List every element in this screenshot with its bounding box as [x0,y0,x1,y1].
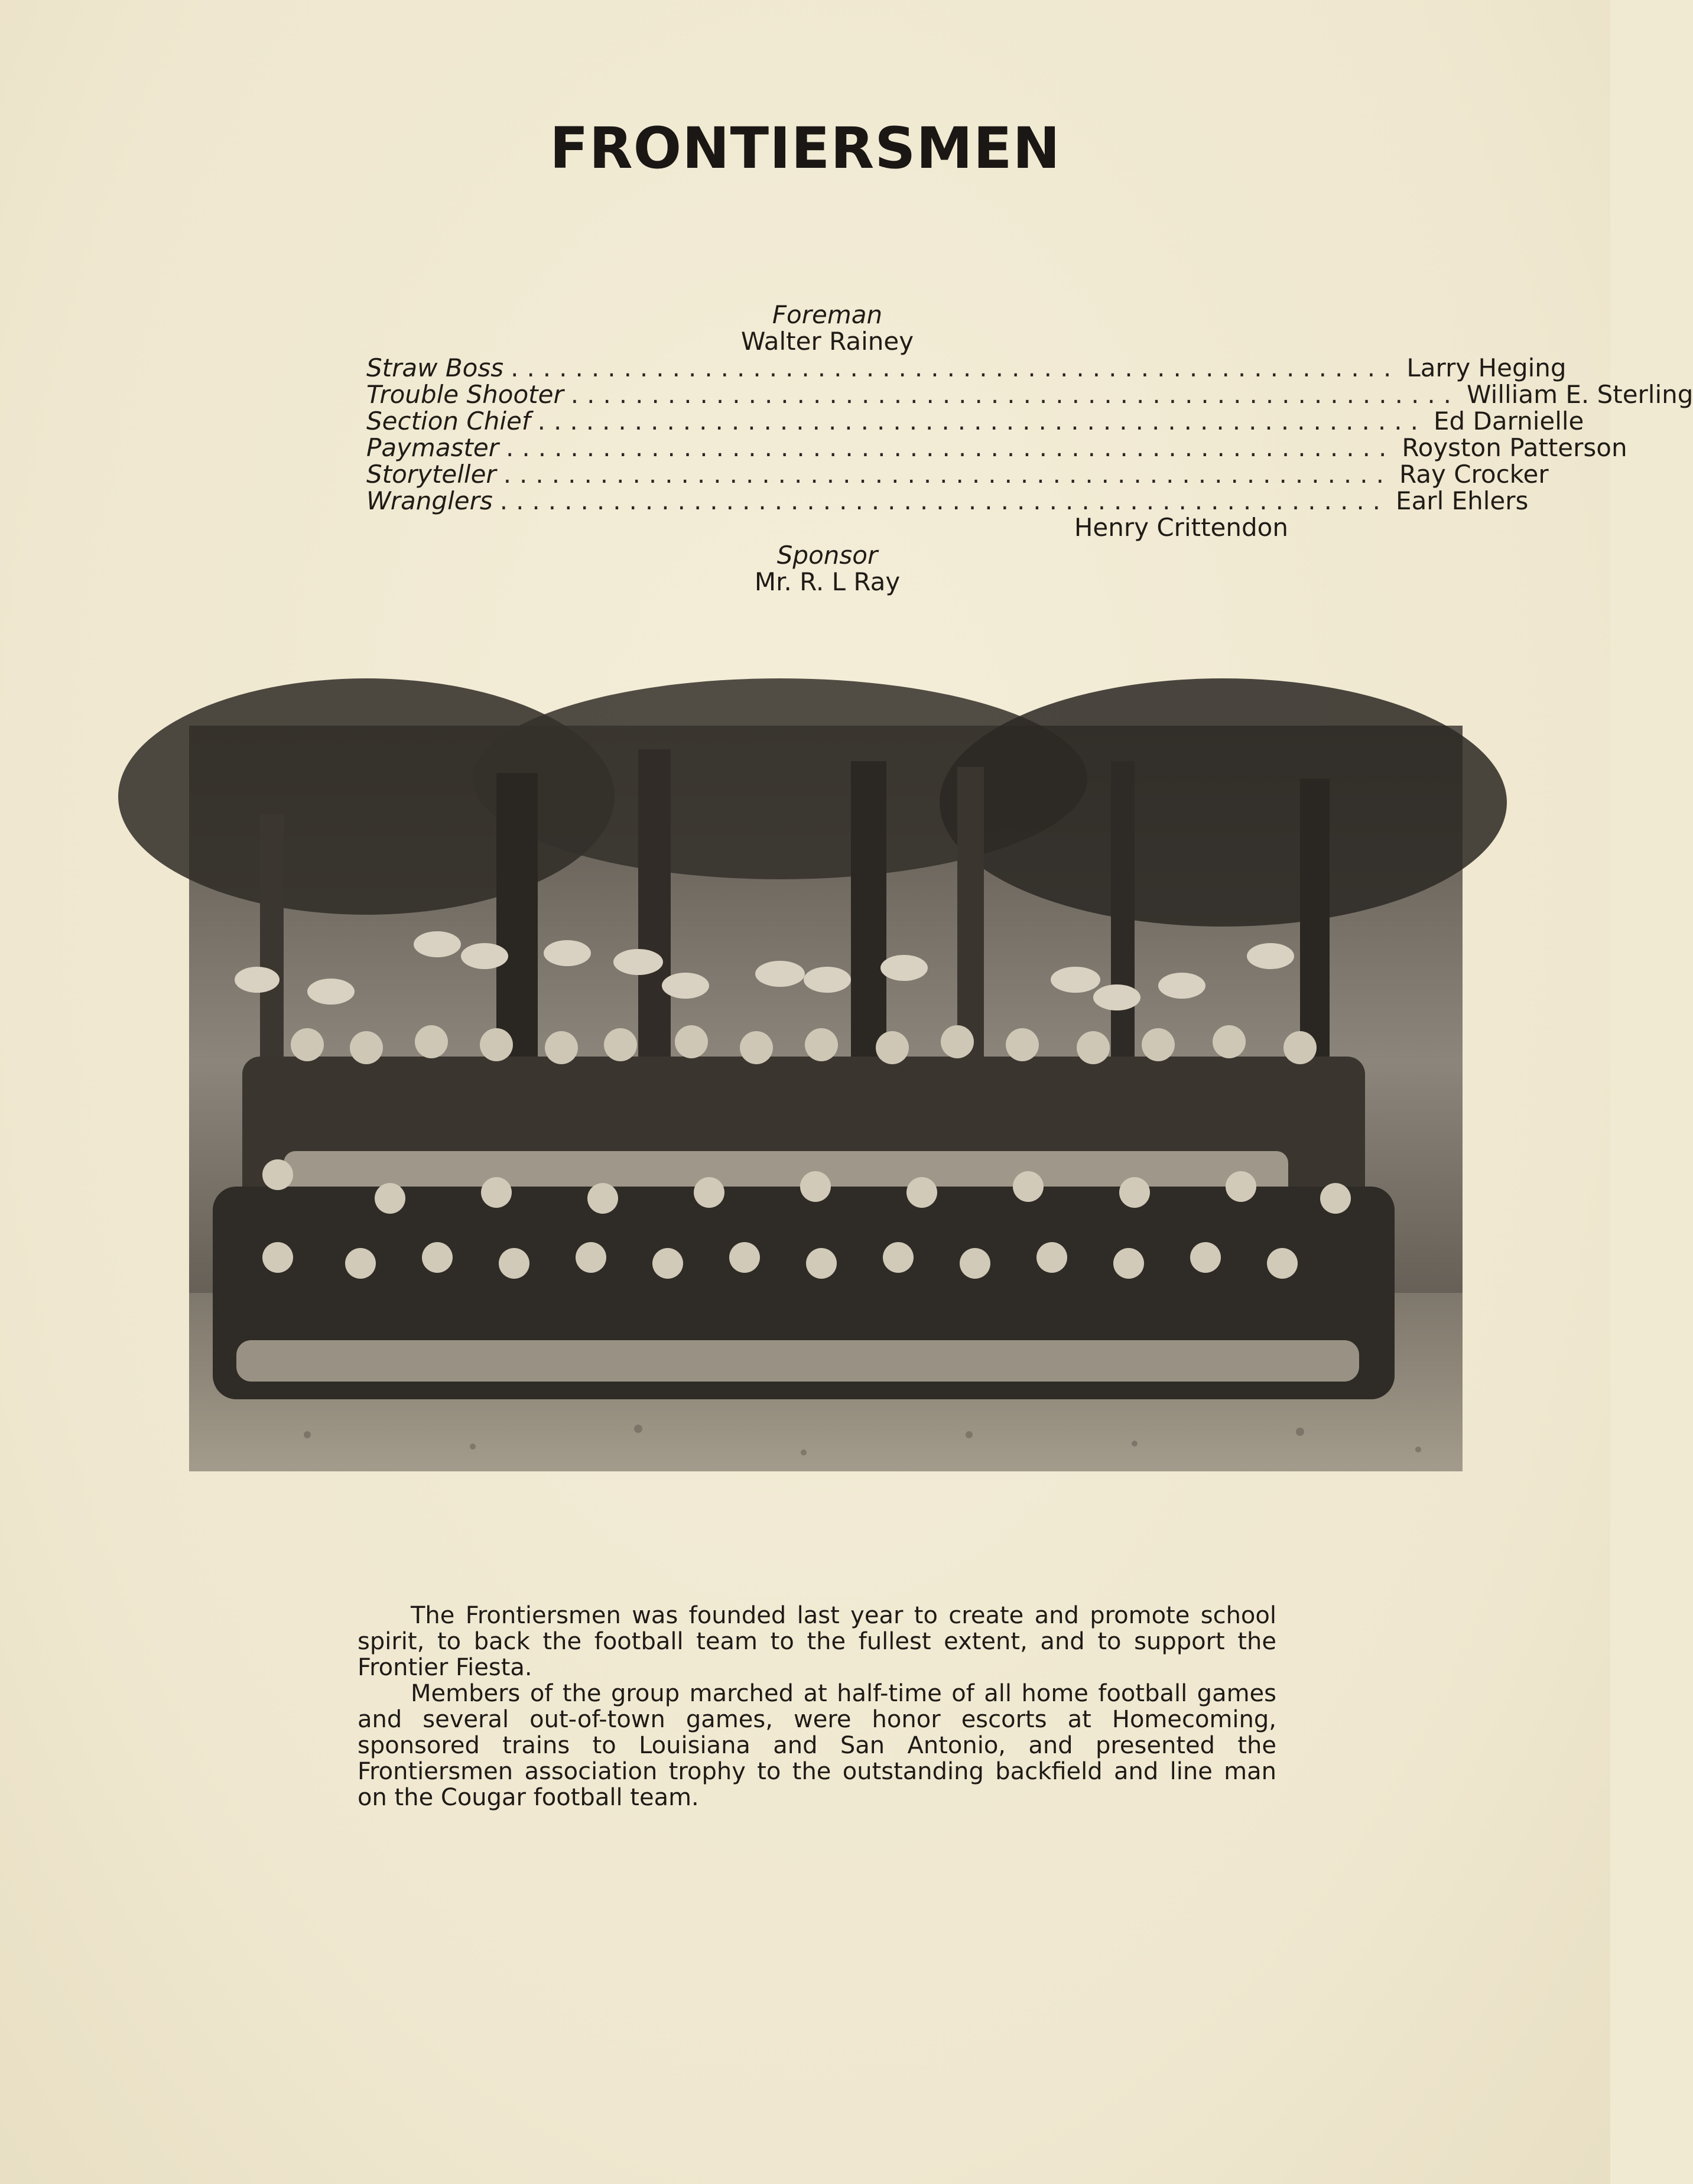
group-photo [189,726,1463,1471]
officer-role: Storyteller [366,460,496,489]
leader-dots: ....................................................... [499,486,1389,515]
club-description [358,1603,1276,1811]
officer-name: Ray Crocker [1399,460,1549,489]
officer-name: Larry Heging [1406,353,1567,382]
officer-name: Ed Darnielle [1433,407,1584,436]
officer-role: Paymaster [366,433,499,462]
foreman-label: Foreman [772,300,883,329]
officer-name-continued: Henry Crittendon [1074,513,1288,542]
officer-name: Royston Patterson [1402,433,1627,462]
officer-list [366,300,1693,596]
officer-name: Earl Ehlers [1396,486,1529,515]
leader-dots: ....................................................... [511,353,1400,382]
foreman-name: Walter Rainey [740,327,914,356]
officer-row [366,353,1567,382]
leader-dots: ....................................................... [570,380,1460,409]
leader-dots: ....................................................... [506,433,1395,462]
officer-row [366,407,1584,436]
officer-role: Straw Boss [366,353,504,382]
leader-dots: ....................................................... [503,460,1392,489]
officer-role: Wranglers [366,486,493,515]
sponsor-name: Mr. R. L Ray [754,567,901,596]
officer-role: Trouble Shooter [366,380,564,409]
officer-row [366,433,1627,462]
group-photo-illustration [189,726,1463,1471]
officer-row [366,460,1549,489]
officer-row [366,486,1529,515]
officer-role: Section Chief [366,407,531,436]
officer-name: William E. Sterling [1467,380,1693,409]
officer-row [366,380,1693,409]
page-title: FRONTIERSMEN [550,115,1061,181]
leader-dots: ....................................................... [537,407,1426,436]
sponsor-label: Sponsor [776,541,878,570]
description-paragraph: Members of the group marched at half-time of all home football games and several out-of-town games, were honor escorts at Homecoming, sponsored trains to Louisiana and San Antonio, and presented the Frontiersmen association trophy to the outstanding backfield and line man on the Cougar football team. [358,1680,1276,1811]
description-paragraph: The Frontiersmen was founded last year to create and promote school spirit, to back the football team to the fullest extent, and to support the Frontier Fiesta. [358,1602,1276,1681]
